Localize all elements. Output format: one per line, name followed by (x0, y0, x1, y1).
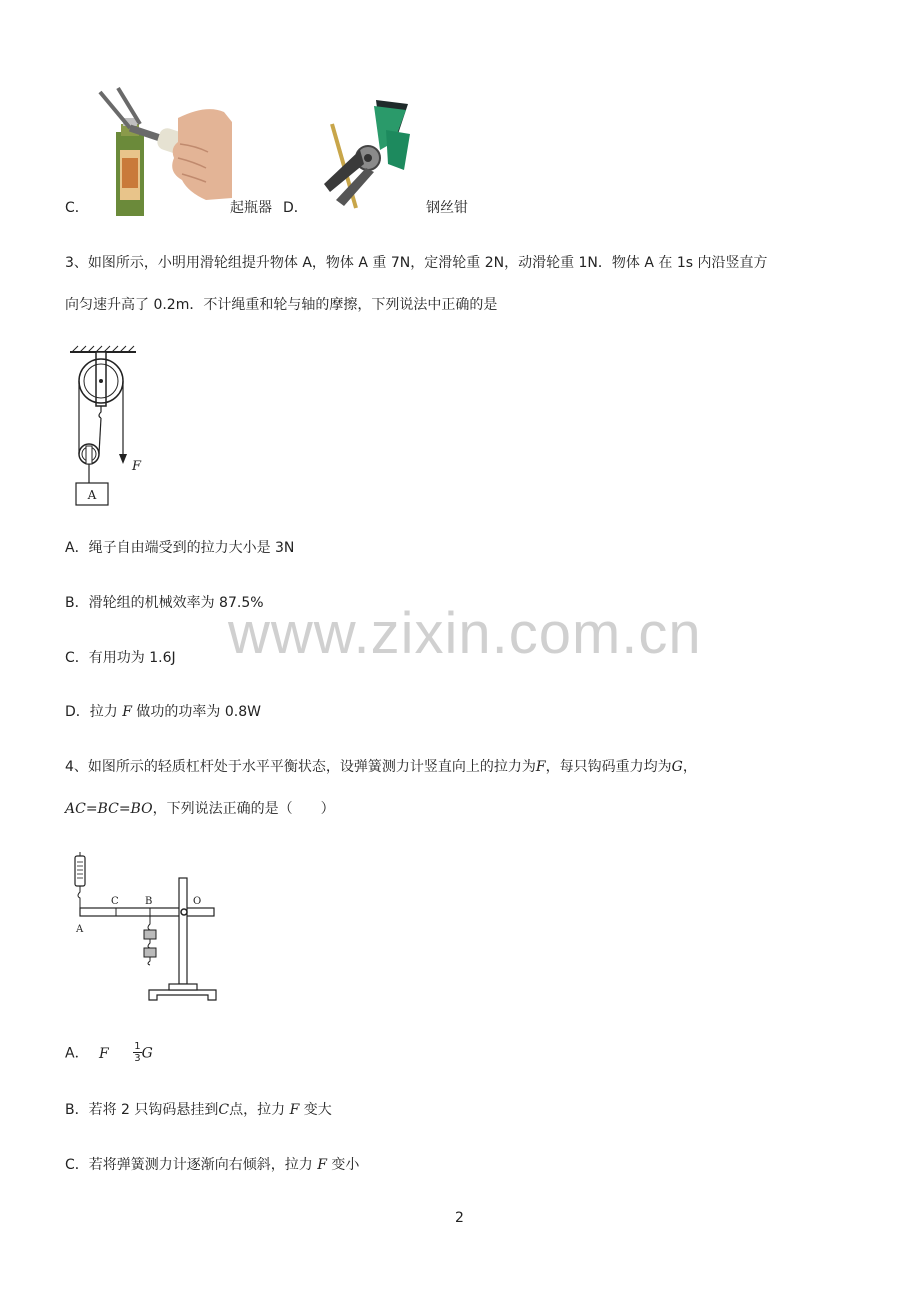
q4-option-b-var2: F (289, 1102, 300, 1118)
q4-option-a-var2: G (141, 1045, 153, 1062)
option-d-label: D． (283, 200, 308, 216)
fraction (133, 1041, 141, 1064)
q4-option-c (65, 1155, 359, 1175)
pliers-image (316, 100, 412, 212)
q4-option-b-mid: 点，拉力 (229, 1102, 286, 1118)
option-c-label: C． (65, 200, 89, 216)
q4-stem-line1 (65, 757, 697, 777)
q3-option-d-var: F (122, 704, 132, 720)
q4-stem-line2-text: ，下列说法正确的是（ ） (152, 801, 335, 817)
option-d-caption: 钢丝钳 (426, 200, 468, 216)
lever-label-o: O (193, 896, 202, 907)
page-number: 2 (455, 1210, 464, 1226)
pulley-figure (66, 346, 156, 510)
q4-stem-var-f: F (535, 759, 546, 775)
q3-option-a: A．绳子自由端受到的拉力大小是 3N (65, 540, 295, 556)
q3-stem-line2: 向匀速升高了 0.2m．不计绳重和轮与轴的摩擦，下列说法中正确的是 (65, 297, 498, 313)
option-c-caption: 起瓶器 (230, 200, 272, 216)
bottle-opener-image (96, 88, 232, 216)
q4-option-b-var: C (218, 1102, 230, 1118)
q4-stem-var-g: G (671, 759, 683, 775)
q4-option-a (65, 1042, 153, 1072)
q4-option-b-suffix: 变大 (303, 1102, 332, 1118)
lever-label-b: B (145, 896, 153, 907)
q4-stem-text-c: ， (682, 759, 697, 775)
q3-option-c: C．有用功为 1.6J (65, 650, 176, 666)
q4-option-b-prefix: B．若将 2 只钩码悬挂到 (65, 1102, 219, 1118)
fraction-denominator: 3 (134, 1053, 141, 1064)
lever-figure (66, 852, 226, 1006)
lever-label-c: C (111, 896, 119, 907)
q4-option-a-prefix: A． (65, 1045, 89, 1062)
q3-option-d-suffix: 做功的功率为 0.8W (136, 704, 261, 720)
q4-stem-equation: AC=BC=BO (65, 801, 153, 817)
q4-option-c-suffix: 变小 (331, 1157, 360, 1173)
fraction-numerator: 1 (134, 1041, 141, 1052)
q4-option-c-var: F (317, 1157, 327, 1173)
q4-option-b (65, 1100, 332, 1120)
block-a-label: A (87, 488, 97, 502)
lever-label-a: A (76, 924, 84, 935)
q4-option-a-var: F (99, 1045, 109, 1062)
q3-option-b: B．滑轮组的机械效率为 87.5% (65, 595, 264, 611)
q4-stem-text-b: ，每只钩码重力均为 (545, 759, 672, 775)
q4-stem-text-a: 4、如图所示的轻质杠杆处于水平平衡状态，设弹簧测力计竖直向上的拉力为 (65, 759, 536, 775)
q4-option-c-prefix: C．若将弹簧测力计逐渐向右倾斜，拉力 (65, 1157, 313, 1173)
q3-stem-line1: 3、如图所示，小明用滑轮组提升物体 A，物体 A 重 7N，定滑轮重 2N，动滑轮重 1N．物体 A 在 1s 内沿竖直方 (65, 255, 768, 271)
q4-stem-line2 (65, 799, 335, 819)
force-f-label: F (132, 459, 142, 474)
q3-option-d (65, 702, 261, 722)
q3-option-d-prefix: D．拉力 (65, 704, 118, 720)
watermark: www.zixin.com.cn (228, 601, 702, 666)
